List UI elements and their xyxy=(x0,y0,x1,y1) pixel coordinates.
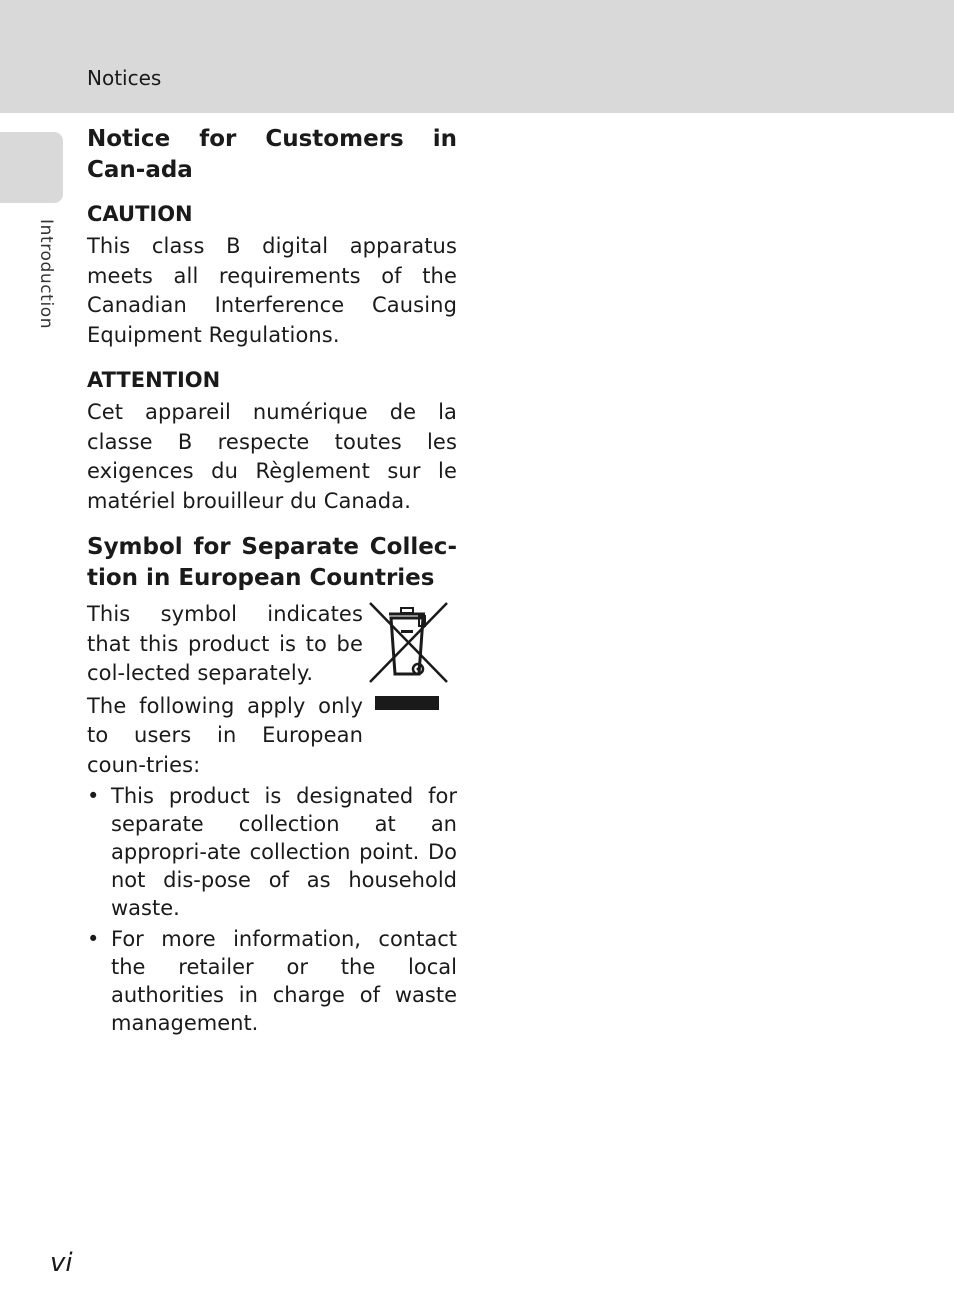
side-tab xyxy=(0,132,63,203)
side-tab-label: Introduction xyxy=(36,219,56,330)
symbol-text-block xyxy=(87,600,363,780)
caution-heading: CAUTION xyxy=(87,202,193,226)
header-band xyxy=(0,0,954,113)
list-item: • For more information, contact the retailer or the local authorities in charge of waste management. xyxy=(87,927,457,1035)
canada-notice-title: Notice for Customers in Can-ada xyxy=(87,126,457,183)
header-title: Notices xyxy=(87,66,162,90)
symbol-description: This symbol indicates that this product is to be col-lected separately. xyxy=(87,602,363,685)
symbol-row xyxy=(87,600,457,780)
attention-heading: ATTENTION xyxy=(87,368,221,392)
main-content xyxy=(87,124,457,1040)
caution-text: This class B digital apparatus meets all requirements of the Canadian Interference Causing Equipment Regulations. xyxy=(87,234,457,347)
apply-text: The following apply only to users in European coun-tries: xyxy=(87,693,363,777)
crossed-out-wheelie-bin-icon xyxy=(367,600,457,718)
europe-symbol-title: Symbol for Separate Collec-tion in European Countries xyxy=(87,534,457,591)
symbol-image xyxy=(363,600,457,718)
bullet-list xyxy=(87,782,457,1037)
list-item: • This product is designated for separate collection at an appropri-ate collection point. Do not dis-pose of as household waste. xyxy=(87,784,457,920)
attention-text: Cet appareil numérique de la classe B respecte toutes les exigences du Règlement sur le matériel brouilleur du Canada. xyxy=(87,400,457,513)
page-number: vi xyxy=(50,1248,73,1278)
